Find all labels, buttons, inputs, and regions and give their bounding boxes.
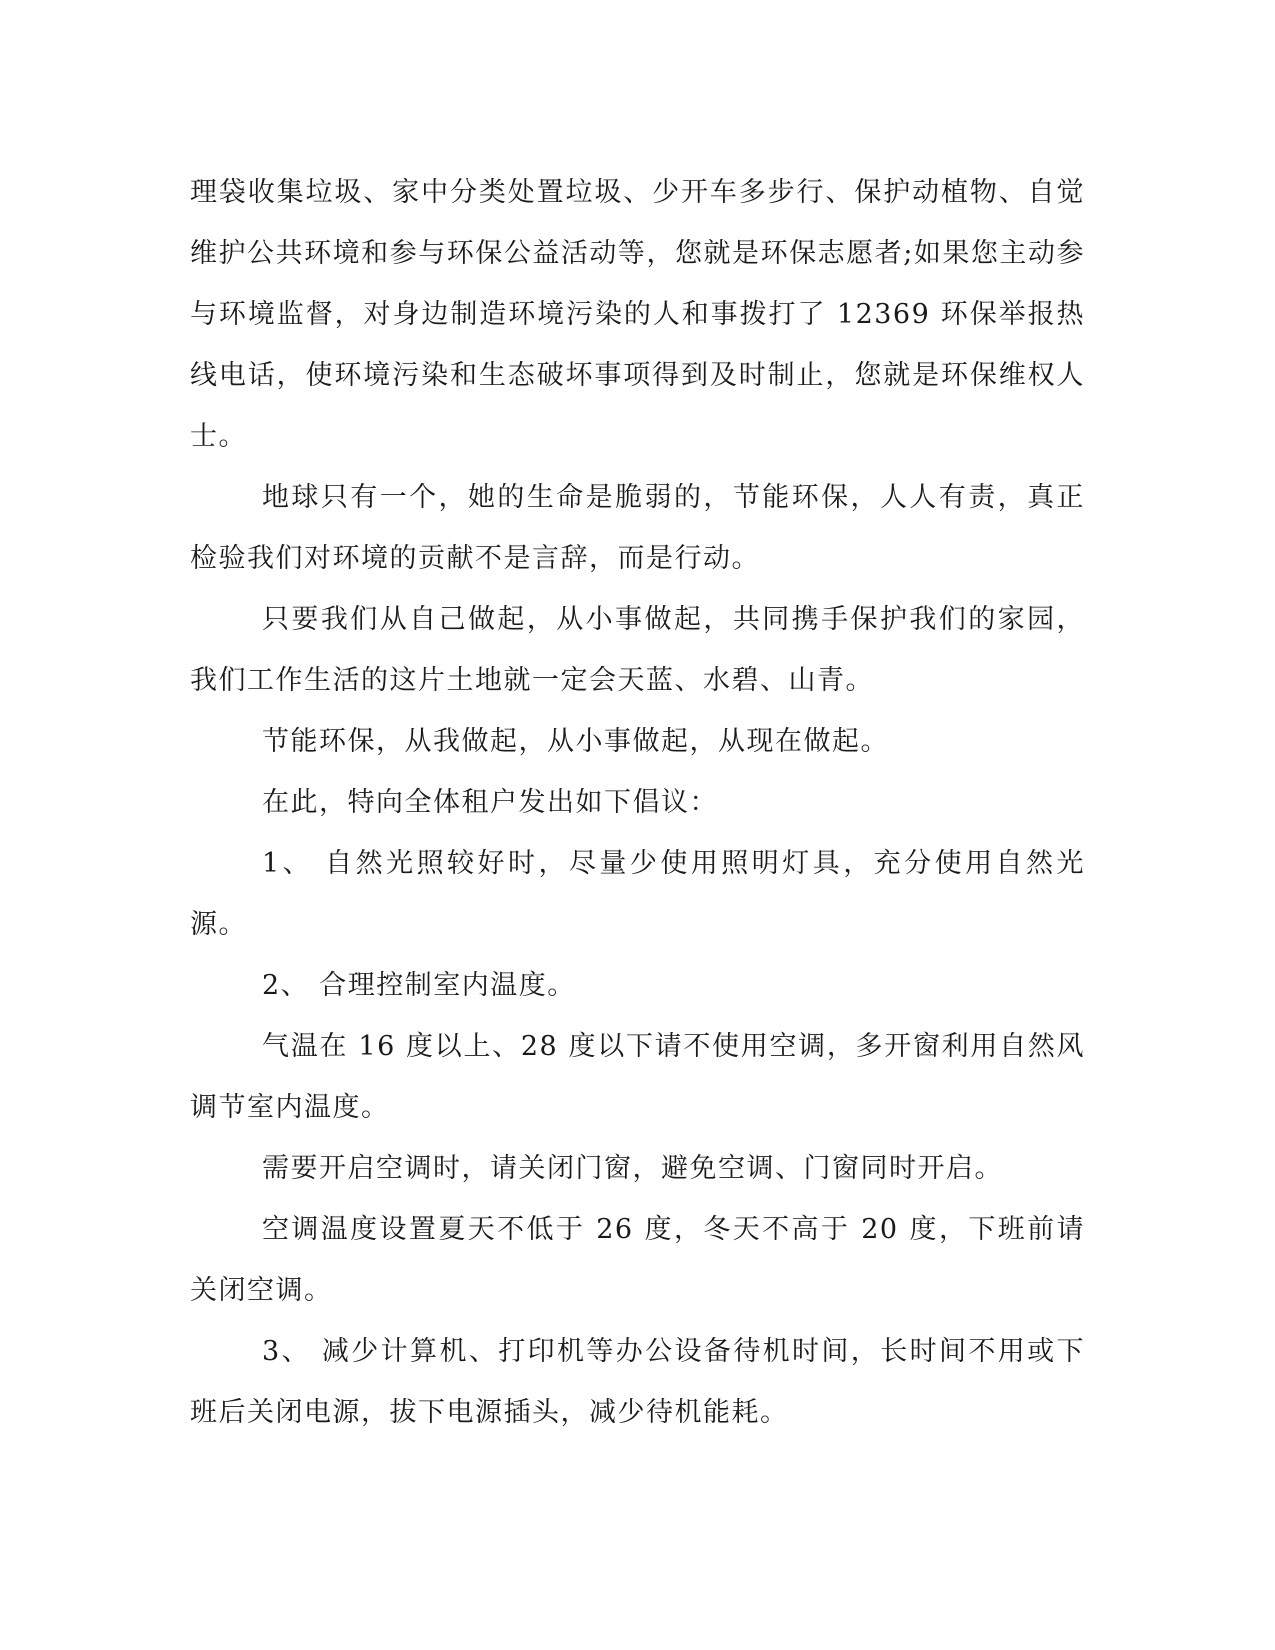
paragraph-slogan: 节能环保，从我做起，从小事做起，从现在做起。: [262, 726, 889, 757]
paragraph-item-2: 2、 合理控制室内温度。: [262, 970, 576, 1001]
paragraph-proposal-intro: 在此，特向全体租户发出如下倡议：: [262, 787, 718, 818]
paragraph-close-windows: 需要开启空调时，请关闭门窗，避免空调、门窗同时开启。: [262, 1153, 1003, 1184]
paragraph-item-1: 1、 自然光照较好时，尽量少使用照明灯具，充分使用自然光源。: [190, 848, 1085, 940]
paragraph-continuation: 理袋收集垃圾、家中分类处置垃圾、少开车多步行、保护动植物、自觉维护公共环境和参与环保公益活动等，您就是环保志愿者;如果您主动参与环境监督，对身边制造环境污染的人和事拨打了 12369 环保举报热线电话，使环境污染和生态破坏事项得到及时制止，您就是环保维权人士。: [190, 177, 1085, 452]
paragraph-temperature: 气温在 16 度以上、28 度以下请不使用空调，多开窗利用自然风调节室内温度。: [190, 1031, 1085, 1123]
paragraph-earth: 地球只有一个，她的生命是脆弱的，节能环保，人人有责，真正检验我们对环境的贡献不是言辞，而是行动。: [190, 482, 1085, 574]
paragraph-item-3: 3、 减少计算机、打印机等办公设备待机时间，长时间不用或下班后关闭电源，拔下电源插头，减少待机能耗。: [190, 1336, 1085, 1428]
document-body: [190, 162, 1085, 1443]
paragraph-start-from-self: 只要我们从自己做起，从小事做起，共同携手保护我们的家园，我们工作生活的这片土地就一定会天蓝、水碧、山青。: [190, 604, 1085, 696]
paragraph-ac-settings: 空调温度设置夏天不低于 26 度，冬天不高于 20 度，下班前请关闭空调。: [190, 1214, 1085, 1306]
